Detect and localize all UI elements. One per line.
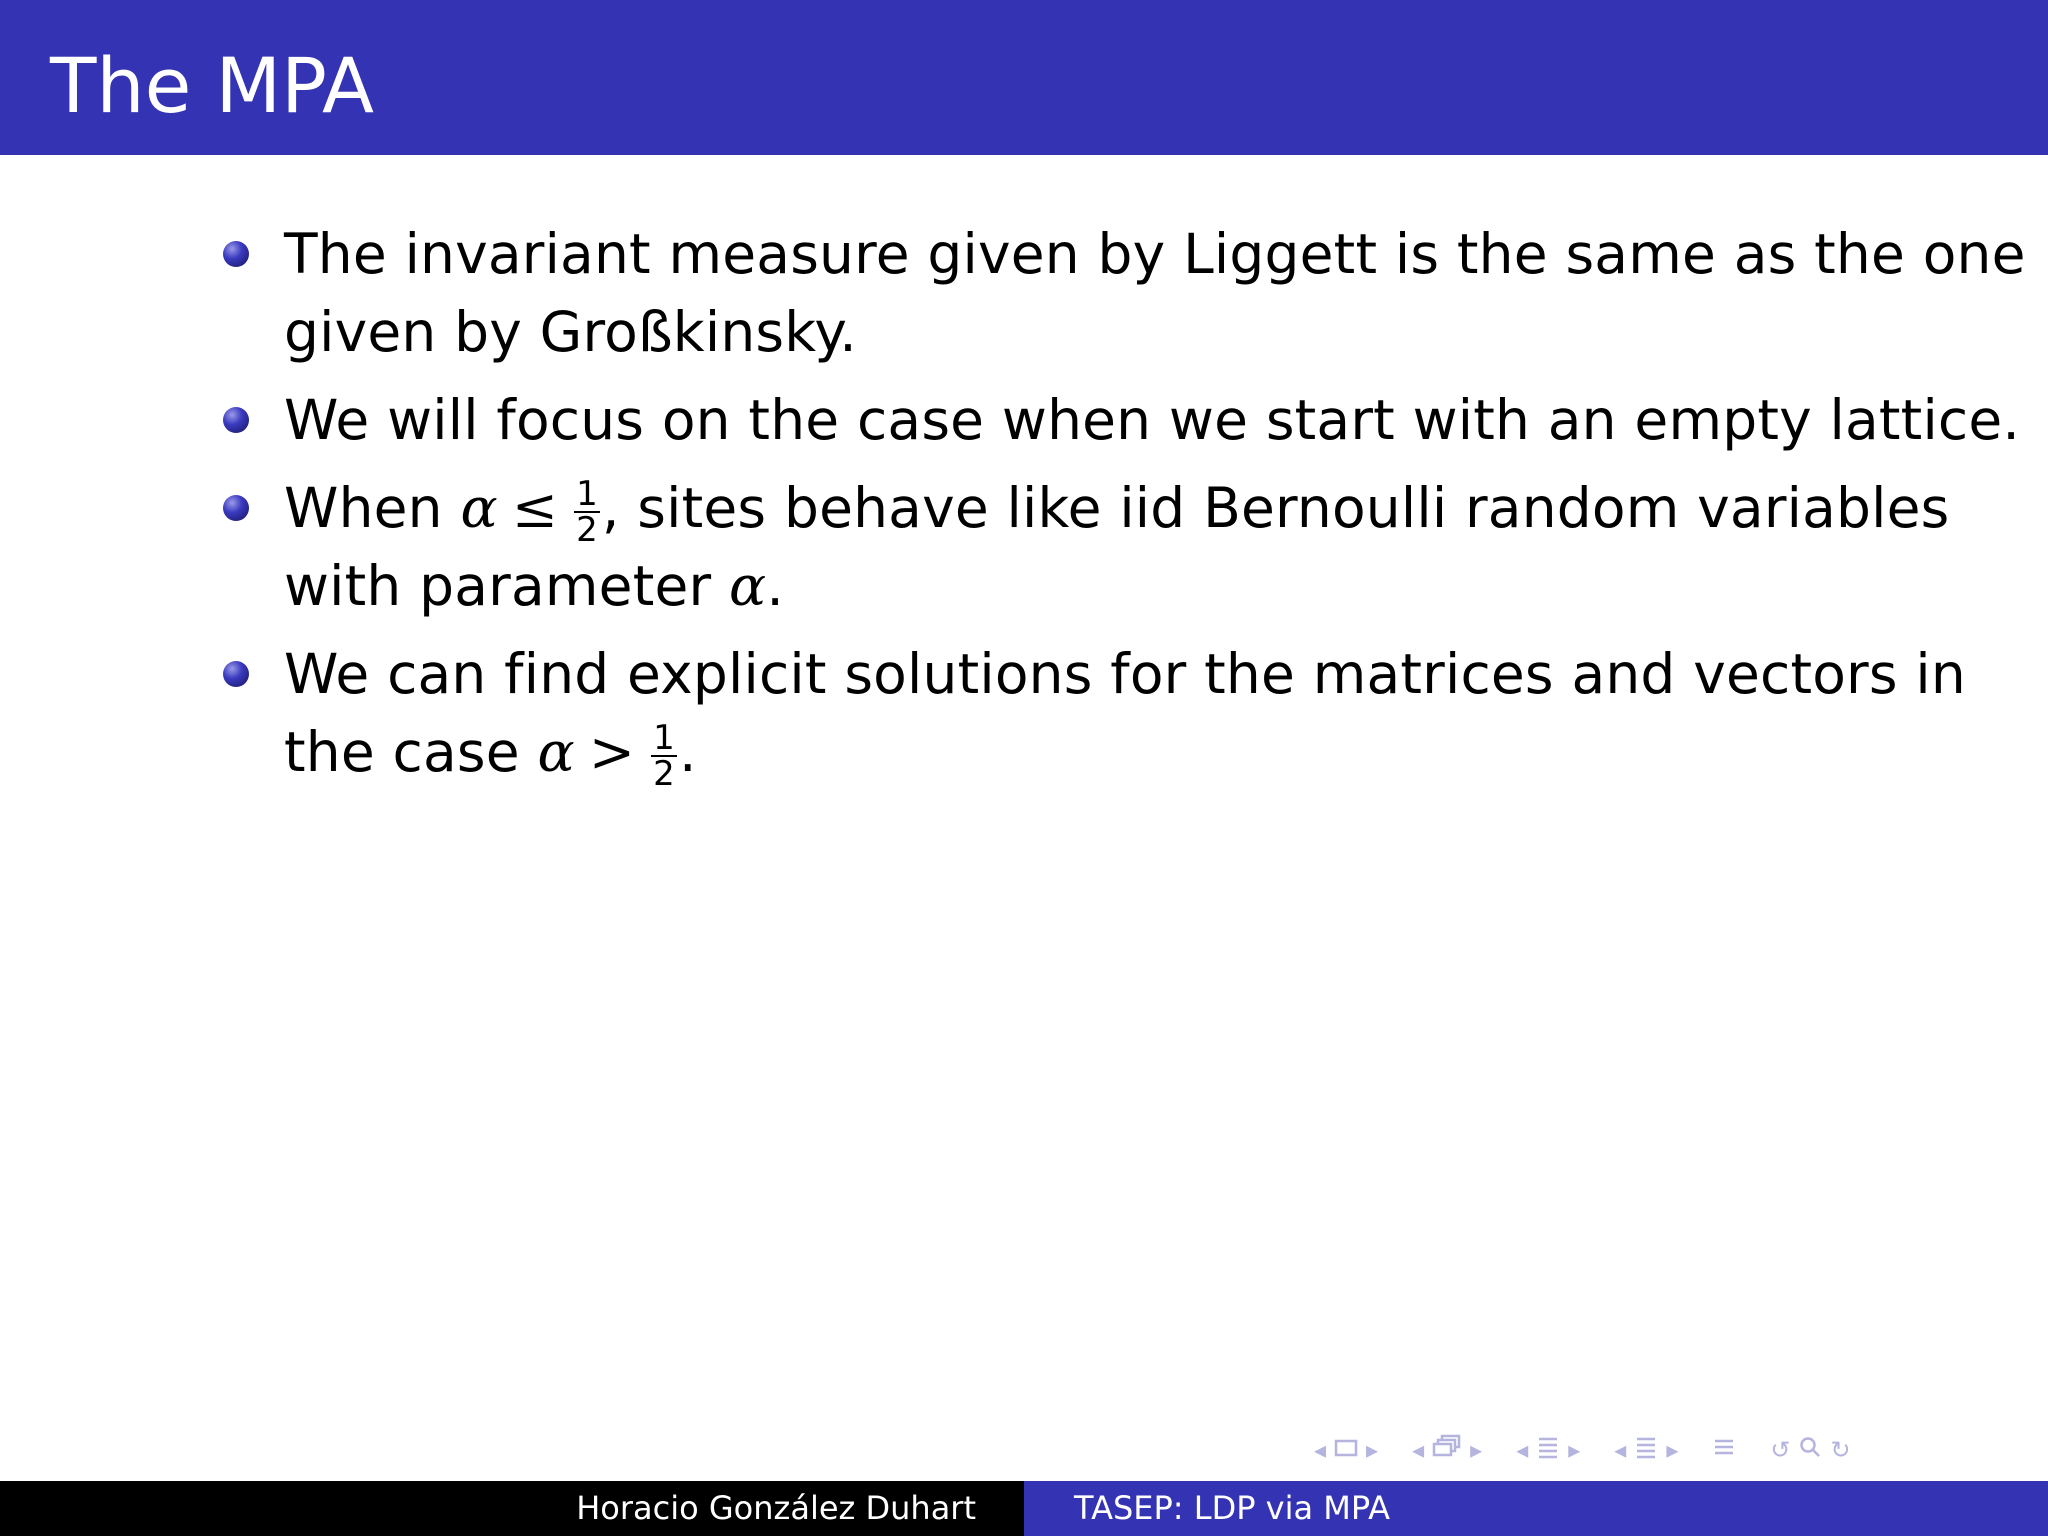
- slide-title: The MPA: [50, 41, 375, 130]
- nav-right-arrow-icon[interactable]: ▸: [1568, 1436, 1581, 1464]
- footer: [0, 1481, 2048, 1536]
- math-alpha: α: [537, 720, 575, 784]
- nav-left-arrow-icon[interactable]: ◂: [1314, 1436, 1327, 1464]
- bullet-list: [220, 215, 2026, 801]
- bullet-line: [284, 469, 1950, 550]
- bullet-item: [220, 381, 2021, 459]
- bullet-icon: [223, 661, 249, 687]
- bullet-text: the case: [284, 720, 520, 784]
- math-alpha: α: [460, 476, 498, 540]
- history-nav: [1766, 1435, 1854, 1465]
- section-nav: [1512, 1435, 1584, 1465]
- bullet-item: [220, 215, 2026, 371]
- nav-left-arrow-icon[interactable]: ◂: [1614, 1436, 1627, 1464]
- math-relation: ≤: [511, 476, 559, 540]
- bullet-icon: [223, 495, 249, 521]
- search-icon[interactable]: [1798, 1435, 1822, 1465]
- bullet-icon: [223, 241, 249, 267]
- bullet-text: .: [766, 554, 785, 618]
- nav-right-arrow-icon[interactable]: ▸: [1470, 1436, 1483, 1464]
- footer-title: TASEP: LDP via MPA: [1024, 1481, 2048, 1536]
- fraction-denominator: 2: [653, 754, 675, 794]
- bullet-text: with parameter: [284, 554, 712, 618]
- bullet-text: We will focus on the case when we start with an empty lattice.: [284, 388, 2021, 452]
- undo-icon[interactable]: ↺: [1770, 1436, 1791, 1464]
- toc-icon[interactable]: [1634, 1435, 1658, 1465]
- nav-left-arrow-icon[interactable]: ◂: [1516, 1436, 1529, 1464]
- bullet-text: .: [678, 720, 697, 784]
- footer-author: Horacio González Duhart: [0, 1481, 1024, 1536]
- bullet-item: [220, 635, 1966, 794]
- nav-right-arrow-icon[interactable]: ▸: [1666, 1436, 1679, 1464]
- bullet-text: We can find explicit solutions for the matrices and vectors in: [284, 642, 1966, 706]
- bullet-text: When: [284, 476, 443, 540]
- bullet-line: [284, 547, 1920, 625]
- section-icon[interactable]: [1536, 1435, 1560, 1465]
- bullet-item: [220, 469, 1950, 625]
- bullet-text: given by Großkinsky.: [284, 300, 857, 364]
- fraction-numerator: 1: [653, 718, 675, 758]
- subsection-nav: [1408, 1434, 1486, 1466]
- bullet-icon: [223, 407, 249, 433]
- menu-icon[interactable]: [1712, 1435, 1736, 1465]
- title-bar: [0, 0, 2048, 155]
- bullet-line: [284, 713, 1920, 794]
- bullet-text: The invariant measure given by Liggett is the same as the one: [284, 222, 2026, 286]
- fraction-denominator: 2: [576, 510, 598, 550]
- redo-icon[interactable]: ↻: [1830, 1436, 1851, 1464]
- subsection-icon[interactable]: [1432, 1434, 1462, 1466]
- nav-right-arrow-icon[interactable]: ▸: [1366, 1436, 1379, 1464]
- math-fraction: [574, 474, 600, 550]
- frame-nav: [1310, 1436, 1382, 1464]
- nav-left-arrow-icon[interactable]: ◂: [1412, 1436, 1425, 1464]
- menu-nav: [1708, 1435, 1740, 1465]
- fraction-numerator: 1: [576, 474, 598, 514]
- frame-icon[interactable]: [1334, 1436, 1358, 1464]
- toc-nav: [1610, 1435, 1682, 1465]
- math-alpha: α: [729, 554, 767, 618]
- beamer-navigation: [1310, 1430, 1881, 1470]
- math-relation: >: [588, 720, 636, 784]
- math-fraction: [651, 718, 677, 794]
- bullet-text: , sites behave like iid Bernoulli random variables: [601, 476, 1950, 540]
